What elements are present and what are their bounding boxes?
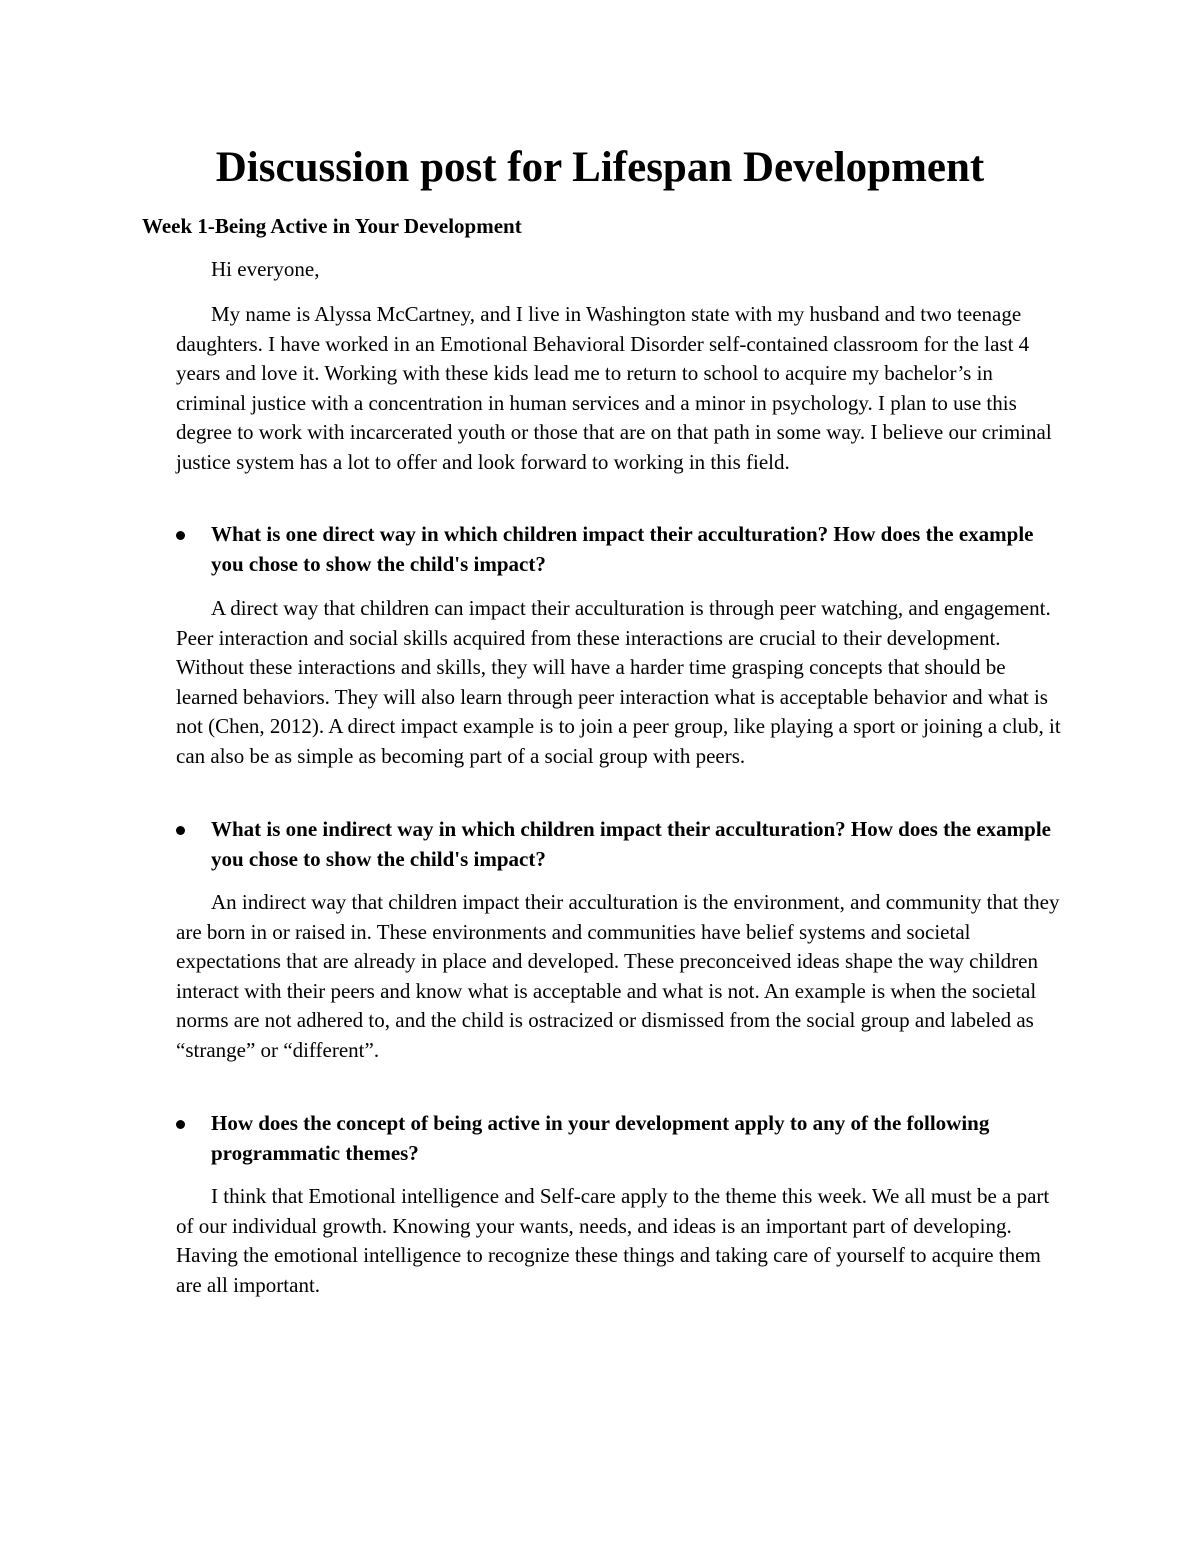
bullet-icon bbox=[176, 826, 185, 835]
question-item-1 bbox=[176, 520, 1056, 579]
document-title: Discussion post for Lifespan Development bbox=[215, 144, 985, 191]
question-text-2: What is one indirect way in which children impact their acculturation? How does the example you chose to show the child's impact? bbox=[211, 817, 1051, 871]
answer-paragraph-2: An indirect way that children impact their acculturation is the environment, and community that they are born in or raised in. These environments and communities have belief systems and societal expectations that are already in place and developed. These preconceived ideas shape the way children interact with their peers and know what is acceptable and what is not. An example is when the societal norms are not adhered to, and the child is ostracized or dismissed from the social group and labeled as “strange” or “different”. bbox=[176, 890, 1060, 1062]
question-item-2 bbox=[176, 815, 1056, 874]
intro-paragraph: My name is Alyssa McCartney, and I live in Washington state with my husband and two teenage daughters. I have worked in an Emotional Behavioral Disorder self-contained classroom for the last 4 years and love it. Working with these kids lead me to return to school to acquire my bachelor’s in criminal justice with a concentration in human services and a minor in psychology. I plan to use this degree to work with incarcerated youth or those that are on that path in some way. I believe our criminal justice system has a lot to offer and look forward to working in this field. bbox=[176, 302, 1052, 474]
section-heading: Week 1-Being Active in Your Development bbox=[142, 214, 522, 238]
greeting-text: Hi everyone, bbox=[211, 257, 320, 281]
question-text-3: How does the concept of being active in your development apply to any of the following programmatic themes? bbox=[211, 1111, 990, 1165]
answer-paragraph-1: A direct way that children can impact their acculturation is through peer watching, and engagement. Peer interaction and social skills acquired from these interactions are crucial to their development. Without these interactions and skills, they will have a harder time grasping concepts that should be learned behaviors. They will also learn through peer interaction what is acceptable behavior and what is not (Chen, 2012). A direct impact example is to join a peer group, like playing a sport or joining a club, it can also be as simple as becoming part of a social group with peers. bbox=[176, 596, 1061, 768]
question-text-1: What is one direct way in which children impact their acculturation? How does the example you chose to show the child's impact? bbox=[211, 522, 1034, 576]
answer-paragraph-3: I think that Emotional intelligence and Self-care apply to the theme this week. We all must be a part of our individual growth. Knowing your wants, needs, and ideas is an important part of developing. Having the emotional intelligence to recognize these things and taking care of yourself to acquire them are all important. bbox=[176, 1184, 1050, 1297]
question-item-3 bbox=[176, 1109, 1056, 1168]
bullet-icon bbox=[176, 1120, 185, 1129]
bullet-icon bbox=[176, 531, 185, 540]
